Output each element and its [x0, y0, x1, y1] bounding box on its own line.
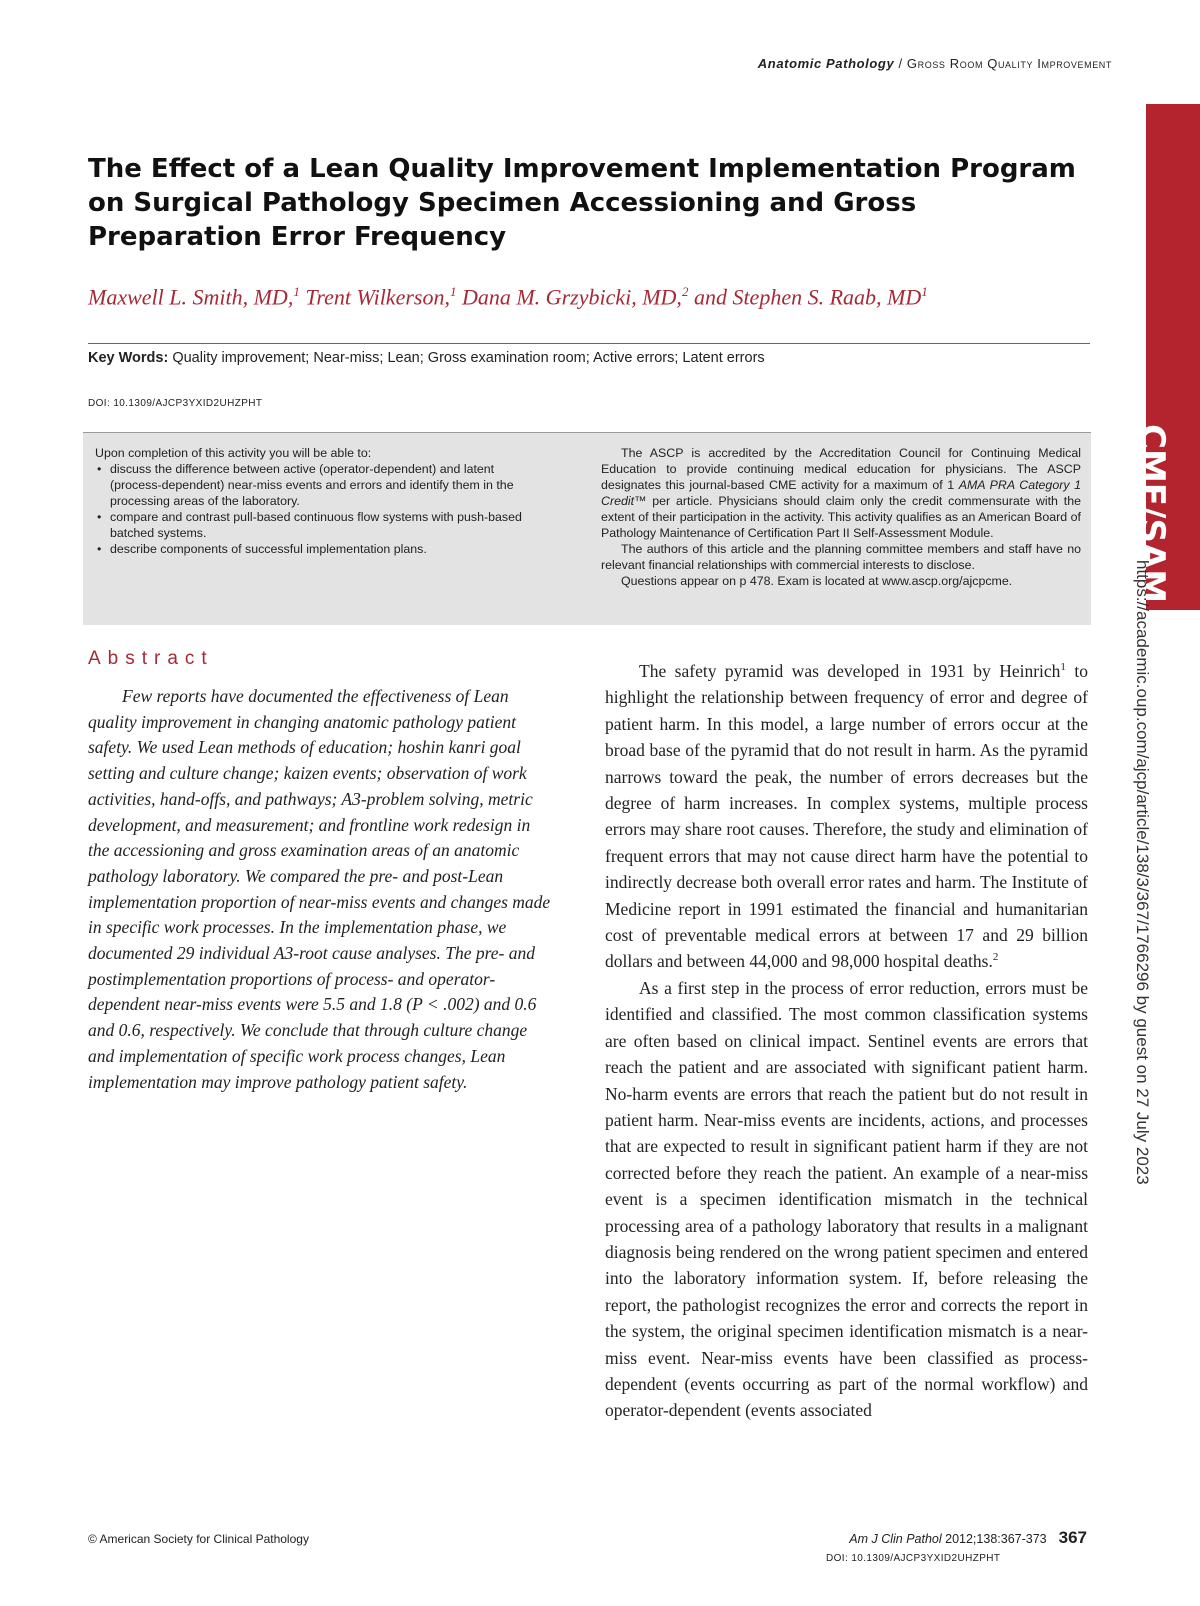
citation-ref: 1	[1060, 661, 1066, 674]
author-affiliation: 1	[293, 284, 300, 299]
objective-item: • compare and contrast pull-based continuous flow systems with push-based batched systems.	[95, 509, 535, 541]
paragraph	[605, 658, 1088, 975]
citation-ref: 2	[992, 951, 999, 964]
keywords	[88, 350, 765, 366]
learning-objectives	[95, 445, 535, 557]
cme-sam-label: CME/SAM	[1132, 424, 1172, 604]
doi: DOI: 10.1309/AJCP3YXID2UHZPHT	[88, 398, 263, 409]
objectives-intro: Upon completion of this activity you will be able to:	[95, 446, 372, 460]
abstract-text: Few reports have documented the effectiveness of Lean quality improvement in changing anatomic pathology patient safety. We used Lean methods of education; hoshin kanri goal setting and culture change; kaizen events; observation of work activities, hand-offs, and pathways; A3-problem solving, metric development, and measurement; and frontline work redesign in the accessioning and gross examination areas of an anatomic pathology laboratory. We compared the pre- and post-Lean implementation proportion of near-miss events and changes made in specific work processes. In the implementation phase, we documented 29 individual A3-root cause analyses. The pre- and postimplementation proportions of process- and operator-dependent near-miss events were 5.5 and 1.8 (P < .002) and 0.6 and 0.6, respectively. We conclude that through culture change and implementation of specific work process changes, Lean implementation may improve pathology patient safety.	[88, 686, 551, 1092]
accreditation-text: The ASCP is accredited by the Accreditation Council for Continuing Medical Education to provide continuing medical education for physicians. The ASCP designates this journal-based CME activity for a maximum of 1	[601, 446, 1081, 492]
exam-note: Questions appear on p 478. Exam is located at www.ascp.org/ajcpcme.	[621, 574, 1013, 588]
author-name: and Stephen S. Raab, MD	[693, 284, 922, 310]
accreditation-text-cont: ™ per article. Physicians should claim only the credit commensurate with the extent of their participation in the activity. This activity qualifies as an American Board of Pathology Maintenance of Certification Part II Self-Assessment Module.	[601, 494, 1081, 540]
author-name: Maxwell L. Smith, MD,	[88, 284, 294, 310]
copyright: © American Society for Clinical Pathology	[88, 1532, 309, 1546]
journal-citation	[849, 1528, 1087, 1548]
objective-item: • describe components of successful implementation plans.	[95, 541, 535, 557]
accreditation-info	[601, 445, 1081, 589]
journal-name: Am J Clin Pathol	[849, 1532, 942, 1546]
credit-name: AMA PRA Category 1 Credit	[601, 478, 1081, 508]
author-affiliation: 2	[681, 284, 689, 299]
page-number: 367	[1058, 1528, 1087, 1547]
footer-doi: DOI: 10.1309/AJCP3YXID2UHZPHT	[826, 1553, 1001, 1564]
abstract-heading: Abstract	[88, 648, 214, 669]
citation-details: 2012;138:367-373	[941, 1532, 1047, 1546]
divider	[88, 343, 1090, 344]
author-name: Trent Wilkerson,	[305, 284, 450, 310]
header-separator: /	[894, 56, 907, 71]
author-affiliation: 1	[449, 284, 457, 299]
author-affiliation: 1	[921, 284, 928, 299]
paragraph: As a first step in the process of error reduction, errors must be identified and classified. The most common classification systems are often based on clinical impact. Sentinel events are errors that reach the patient and are associated with significant patient harm. No-harm events are errors that reach the patient but do not result in patient harm. Near-miss events are incidents, actions, and processes that are expected to result in significant patient harm if they are not corrected before they reach the patient. An example of a near-miss event is a specimen identification mismatch in the technical processing area of a pathology laboratory that results in a malignant diagnosis being rendered on the wrong patient specimen and entered into the laboratory information system. If, before releasing the report, the pathologist recognizes the error and corrects the report in the system, the original specimen identification mismatch is a near-miss event. Near-miss events have been classified as process-dependent (events occurring as part of the normal workflow) and operator-dependent (events associated	[605, 977, 1088, 1421]
subsection-name: Gross Room Quality Improvement	[906, 56, 1112, 71]
article-title: The Effect of a Lean Quality Improvement Implementation Program on Surgical Pathology Specimen Accessioning and Gross Preparation Error Frequency	[88, 154, 1076, 252]
paragraph-text: to highlight the relationship between frequency of error and degree of patient harm. In this model, a large number of errors occur at the broad base of the pyramid that do not result in harm. As the pyramid narrows toward the peak, the number of errors decreases but the degree of harm increases. In complex systems, multiple process errors may share root causes. Therefore, the study and elimination of frequent errors that may not cause direct harm have the potential to indirectly decrease both overall error rates and harm. The Institute of Medicine report in 1991 estimated the financial and humanitarian cost of preventable medical errors at between 17 and 29 billion dollars and between 44,000 and 98,000 hospital deaths.	[605, 661, 1088, 972]
disclosure: The authors of this article and the planning committee members and staff have no relevant financial relationships with commercial interests to disclose.	[601, 542, 1081, 572]
body-text-column	[605, 658, 1088, 1424]
keywords-label: Key Words:	[88, 350, 169, 366]
author-name: Dana M. Grzybicki, MD,	[461, 284, 682, 310]
author-list	[88, 284, 1098, 310]
accreditation-paragraph	[601, 445, 1081, 541]
section-name: Anatomic Pathology	[757, 56, 895, 71]
abstract-body	[88, 684, 552, 1095]
download-note: https://academic.oup.com/ajcp/article/138/3/367/1766296 by guest on 27 July 2023	[1133, 560, 1152, 1185]
cme-info-box	[83, 432, 1091, 625]
paragraph-text: The safety pyramid was developed in 1931 by Heinrich	[639, 661, 1061, 681]
objective-item: • discuss the difference between active (operator-dependent) and latent (process-dependent) near-miss events and errors and identify them in the processing areas of the laboratory.	[95, 461, 535, 509]
keywords-text: Quality improvement; Near-miss; Lean; Gross examination room; Active errors; Latent errors	[172, 350, 765, 366]
running-header	[758, 56, 1112, 71]
